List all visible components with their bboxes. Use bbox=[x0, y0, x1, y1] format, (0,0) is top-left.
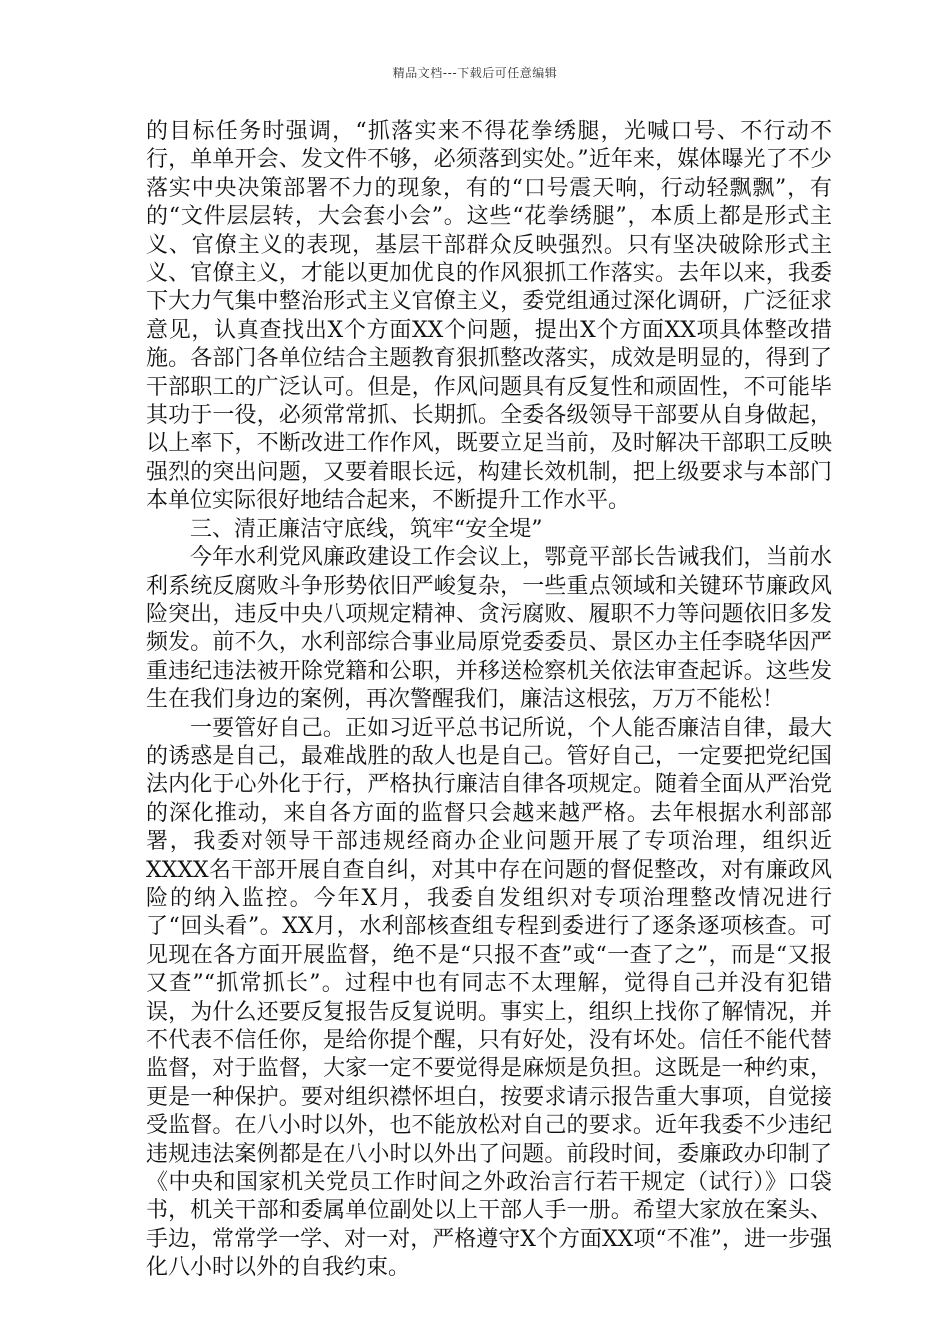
section-heading-three: 三、清正廉洁守底线，筑牢“安全堤” bbox=[190, 516, 543, 542]
page-header: 精品文档---下载后可任意编辑 bbox=[392, 66, 558, 80]
paragraph-continuation: 的目标任务时强调，“抓落实来不得花拳绣腿，光喊口号、不行动不行，单单开会、发文件不够，必须落到实处。”近年来，媒体曝光了不少落实中央决策部署不力的现象，有的“口号震天响，行动轻飘飘”，有的“文件层层转，大会套小会”。这些“花拳绣腿”，本质上都是形式主义、官僚主义的表现，基层干部群众反映强烈。只有坚决破除形式主义、官僚主义，才能以更加优良的作风狠抓工作落实。去年以来，我委下大力气集中整治形式主义官僚主义，委党组通过深化调研，广泛征求意见，认真查找出X个方面XX个问题，提出X个方面XX项具体整改措施。各部门各单位结合主题教育狠抓整改落实，成效是明显的，得到了干部职工的广泛认可。但是，作风问题具有反复性和顽固性，不可能毕其功于一役，必须常常抓、长期抓。全委各级领导干部要从自身做起，以上率下，不断改进工作作风，既要立足当前，及时解决干部职工反映强烈的突出问题，又要着眼长远，构建长效机制，把上级要求与本部门本单位实际很好地结合起来，不断提升工作水平。 bbox=[146, 119, 832, 514]
document-body bbox=[146, 118, 832, 1283]
paragraph-manage-self: 一要管好自己。正如习近平总书记所说，个人能否廉洁自律，最大的诱惑是自己，最难战胜的敌人也是自己。管好自己，一定要把党纪国法内化于心外化于行，严格执行廉洁自律各项规定。随着全面从严治党的深化推动，来自各方面的监督只会越来越严格。去年根据水利部部署，我委对领导干部违规经商办企业问题开展了专项治理，组织近XXXX名干部开展自查自纠，对其中存在问题的督促整改，对有廉政风险的纳入监控。今年X月，我委自发组织对专项治理整改情况进行了“回头看”。XX月，水利部核查组专程到委进行了逐条逐项核查。可见现在各方面开展监督，绝不是“只报不查”或“一查了之”，而是“又报又查”“抓常抓长”。过程中也有同志不太理解，觉得自己并没有犯错误，为什么还要反复报告反复说明。事实上，组织上找你了解情况，并不代表不信任你，是给你提个醒，只有好处，没有坏处。信任不能代替监督，对于监督，大家一定不要觉得是麻烦是负担。这既是一种约束，更是一种保护。要对组织襟怀坦白，按要求请示报告重大事项，自觉接受监督。在八小时以外，也不能放松对自己的要求。近年我委不少违纪违规违法案例都是在八小时以外出了问题。前段时间，委廉政办印制了《中央和国家机关党员工作时间之外政治言行若干规定（试行）》口袋书，机关干部和委属单位副处以上干部人手一册。希望大家放在案头、手边，常常学一学、对一对，严格遵守X个方面XX项“不准”，进一步强化八小时以外的自我约束。 bbox=[146, 715, 832, 1281]
paragraph-integrity-warning: 今年水利党风廉政建设工作会议上，鄂竟平部长告诫我们，当前水利系统反腐败斗争形势依旧严峻复杂，一些重点领域和关键环节廉政风险突出，违反中央八项规定精神、贪污腐败、履职不力等问题依旧多发频发。前不久，水利部综合事业局原党委委员、景区办主任李晓华因严重违纪违法被开除党籍和公职，并移送检察机关依法审查起诉。这些发生在我们身边的案例，再次警醒我们，廉洁这根弦，万万不能松！ bbox=[146, 545, 832, 713]
